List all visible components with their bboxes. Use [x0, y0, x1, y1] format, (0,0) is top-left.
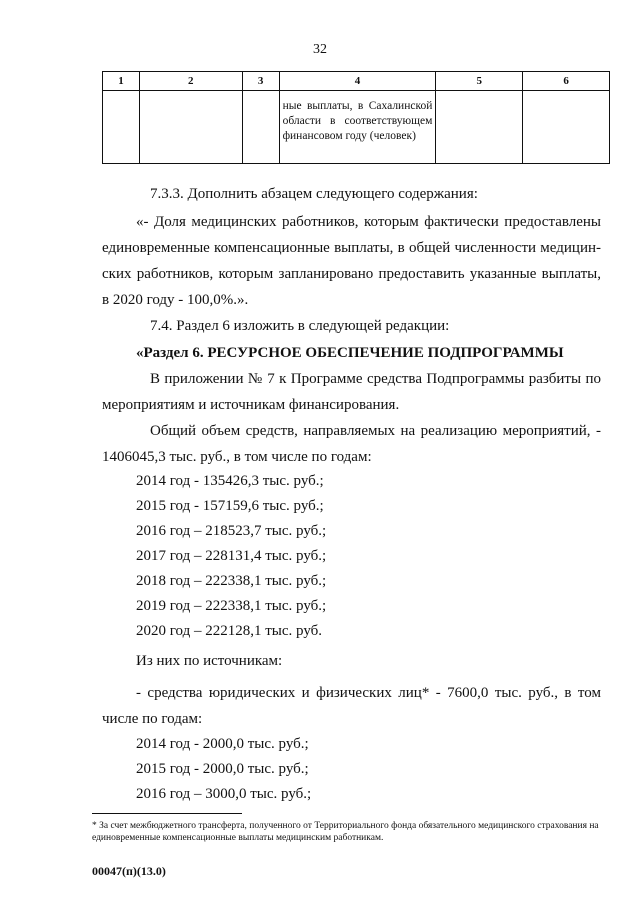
- table-cell: [103, 91, 140, 164]
- source-year-amount: 2014 год - 2000,0 тыс. руб.;: [136, 736, 309, 752]
- year-amount: 2020 год – 222128,1 тыс. руб.: [136, 623, 323, 639]
- table-header-cell: 4: [279, 72, 436, 91]
- source-line: - средства юридических и физических лиц* - 7600,0 тыс. руб., в том: [136, 685, 601, 701]
- footnote: * За счет межбюджетного трансферта, полученного от Территориального фонда обязательного медицинского страхования на единовременные компенсационные выплаты медицинским работникам.: [92, 821, 599, 843]
- text-line: 1406045,3 тыс. руб., в том числе по годам:: [102, 449, 372, 465]
- table-cell-text: ные выплаты, в Сахалинской области в соответствующем финансовом году (человек): [279, 91, 436, 164]
- footnote-divider: [92, 813, 242, 814]
- source-line: числе по годам:: [102, 711, 203, 727]
- table-cell: [523, 91, 610, 164]
- quote-line: в 2020 году - 100,0%.».: [102, 292, 249, 308]
- table-header-row: [103, 72, 610, 91]
- table-cell: [139, 91, 242, 164]
- year-amount: 2017 год – 228131,4 тыс. руб.;: [136, 548, 327, 564]
- table-row: [103, 91, 610, 164]
- text-line: Общий объем средств, направляемых на реализацию мероприятий, -: [150, 423, 601, 439]
- quote-line: единовременные компенсационные выплаты, в общей численности медицин-: [102, 240, 601, 256]
- year-amount: 2019 год – 222338,1 тыс. руб.;: [136, 598, 327, 614]
- sources-heading: Из них по источникам:: [136, 653, 283, 669]
- page-number: 32: [313, 42, 327, 57]
- year-amount: 2014 год - 135426,3 тыс. руб.;: [136, 473, 324, 489]
- text-line: В приложении № 7 к Программе средства Подпрограммы разбиты по: [150, 371, 601, 387]
- source-year-amount: 2016 год – 3000,0 тыс. руб.;: [136, 786, 312, 802]
- source-year-amount: 2015 год - 2000,0 тыс. руб.;: [136, 761, 309, 777]
- quote-line: ских работников, которым запланировано предоставить указанные выплаты,: [102, 266, 601, 282]
- year-amount: 2018 год – 222338,1 тыс. руб.;: [136, 573, 327, 589]
- year-amount: 2016 год – 218523,7 тыс. руб.;: [136, 523, 327, 539]
- table-header-cell: 2: [139, 72, 242, 91]
- table-header-cell: 3: [242, 72, 279, 91]
- document-code: 00047(п)(13.0): [92, 864, 166, 878]
- table-header-cell: 6: [523, 72, 610, 91]
- year-amount: 2015 год - 157159,6 тыс. руб.;: [136, 498, 324, 514]
- section-heading: «Раздел 6. РЕСУРСНОЕ ОБЕСПЕЧЕНИЕ ПОДПРОГРАММЫ: [136, 345, 564, 361]
- text-line: мероприятиям и источникам финансирования.: [102, 397, 400, 413]
- table-cell: [436, 91, 523, 164]
- table-cell: [242, 91, 279, 164]
- table-header-cell: 5: [436, 72, 523, 91]
- quote-line: «- Доля медицинских работников, которым фактически предоставлены: [136, 214, 601, 230]
- paragraph-7-4: 7.4. Раздел 6 изложить в следующей редакции:: [150, 318, 450, 334]
- table-fragment: [102, 71, 610, 164]
- paragraph-7-3-3: 7.3.3. Дополнить абзацем следующего содержания:: [150, 186, 478, 202]
- table-header-cell: 1: [103, 72, 140, 91]
